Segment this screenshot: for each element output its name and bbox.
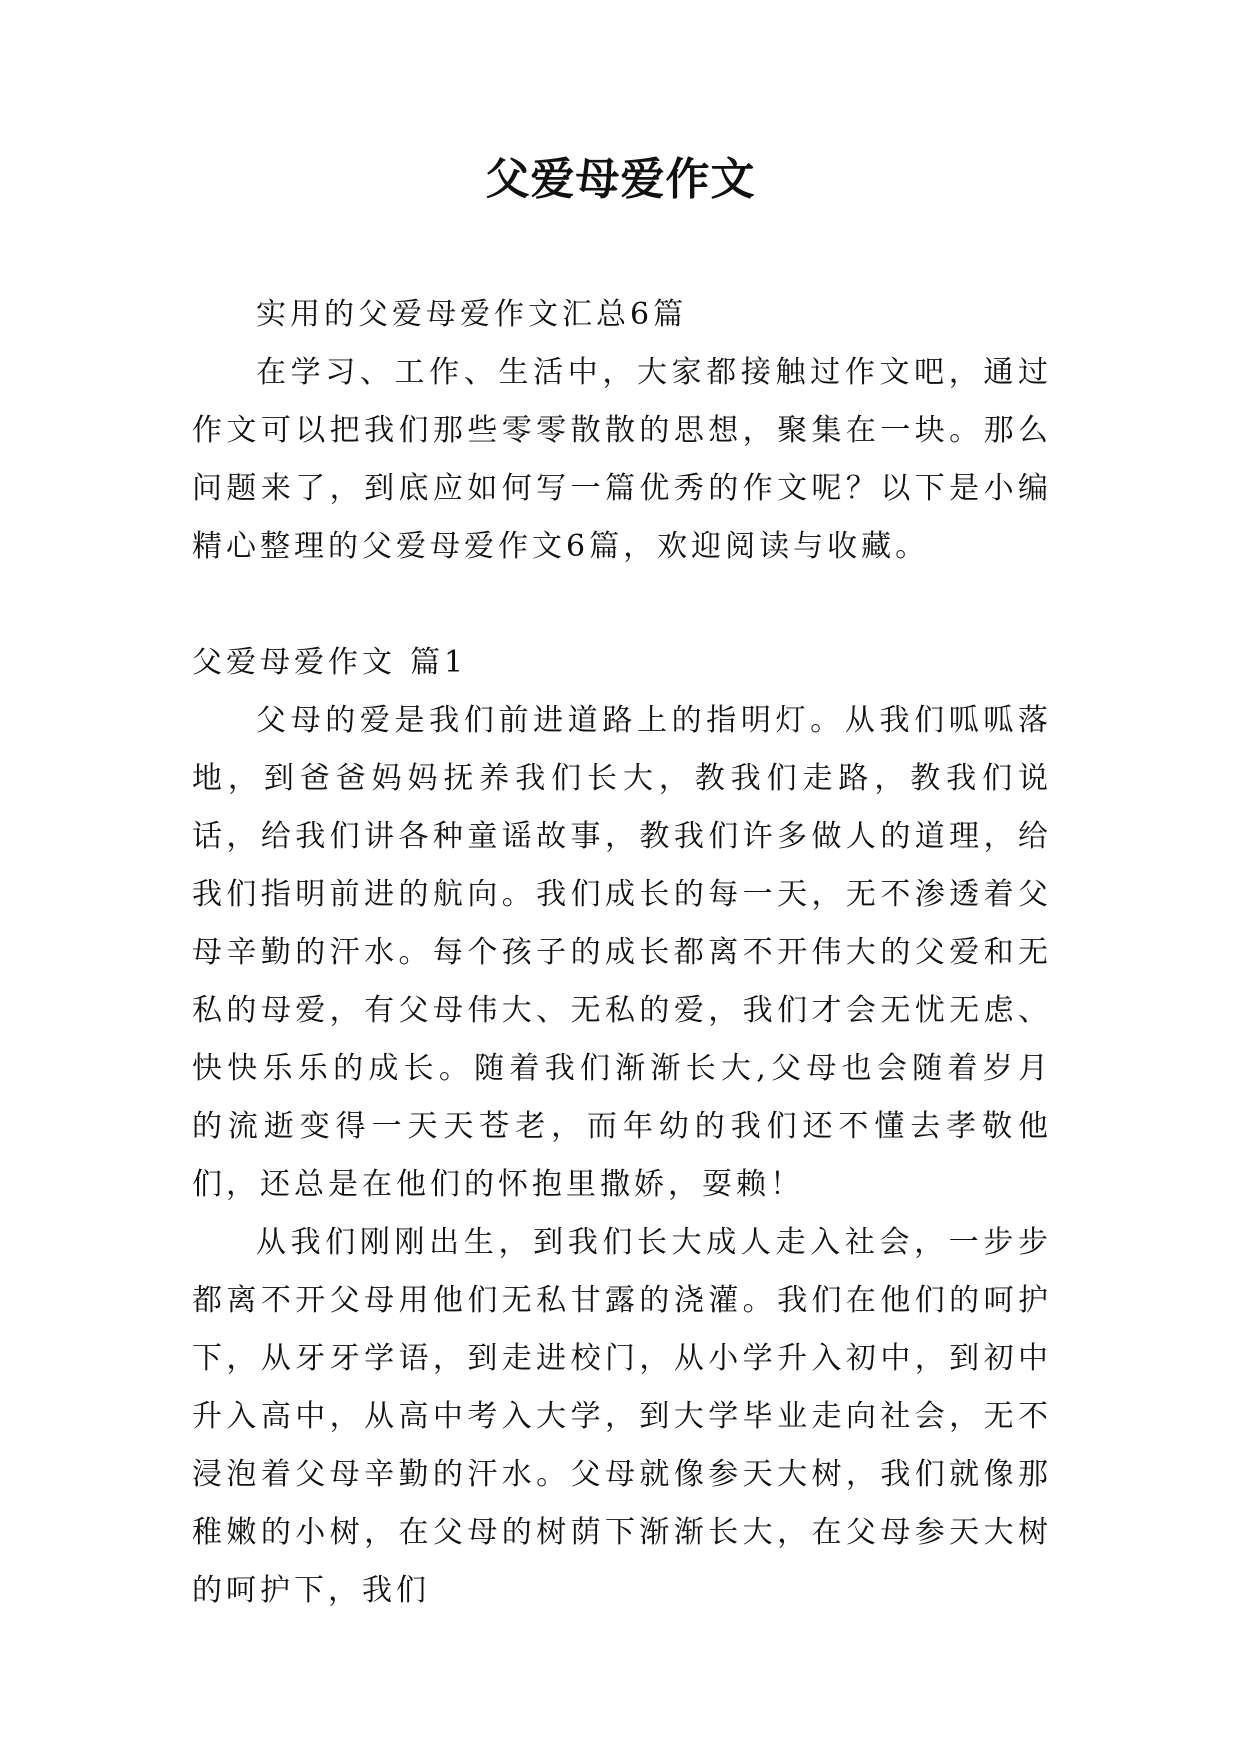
intro-paragraph: 在学习、工作、生活中，大家都接触过作文吧，通过作文可以把我们那些零零散散的思想，聚集在一块。那么问题来了，到底应如何写一篇优秀的作文呢？以下是小编精心整理的父爱母爱作文6篇，欢迎阅读与收藏。 — [192, 355, 1052, 564]
document-subtitle: 实用的父爱母爱作文汇总6篇 — [256, 297, 688, 332]
section-heading-number: 篇1 — [410, 645, 468, 680]
section-heading — [192, 634, 1052, 692]
section-heading-title: 父爱母爱作文 — [192, 645, 396, 680]
document-title: 父爱母爱作文 — [485, 154, 756, 205]
document-body — [192, 286, 1052, 1620]
section-paragraph: 父母的爱是我们前进道路上的指明灯。从我们呱呱落地，到爸爸妈妈抚养我们长大，教我们走路，教我们说话，给我们讲各种童谣故事，教我们许多做人的道理，给我们指明前进的航向。我们成长的每一天，无不渗透着父母辛勤的汗水。每个孩子的成长都离不开伟大的父爱和无私的母爱，有父母伟大、无私的爱，我们才会无忧无虑、快快乐乐的成长。随着我们渐渐长大,父母也会随着岁月的流逝变得一天天苍老，而年幼的我们还不懂去孝敬他们，还总是在他们的怀抱里撒娇，耍赖！ — [192, 703, 1052, 1202]
section-paragraph: 从我们刚刚出生，到我们长大成人走入社会，一步步都离不开父母用他们无私甘露的浇灌。我们在他们的呵护下，从牙牙学语，到走进校门，从小学升入初中，到初中升入高中，从高中考入大学，到大学毕业走向社会，无不浸泡着父母辛勤的汗水。父母就像参天大树，我们就像那稚嫩的小树，在父母的树荫下渐渐长大，在父母参天大树的呵护下，我们 — [192, 1225, 1052, 1608]
